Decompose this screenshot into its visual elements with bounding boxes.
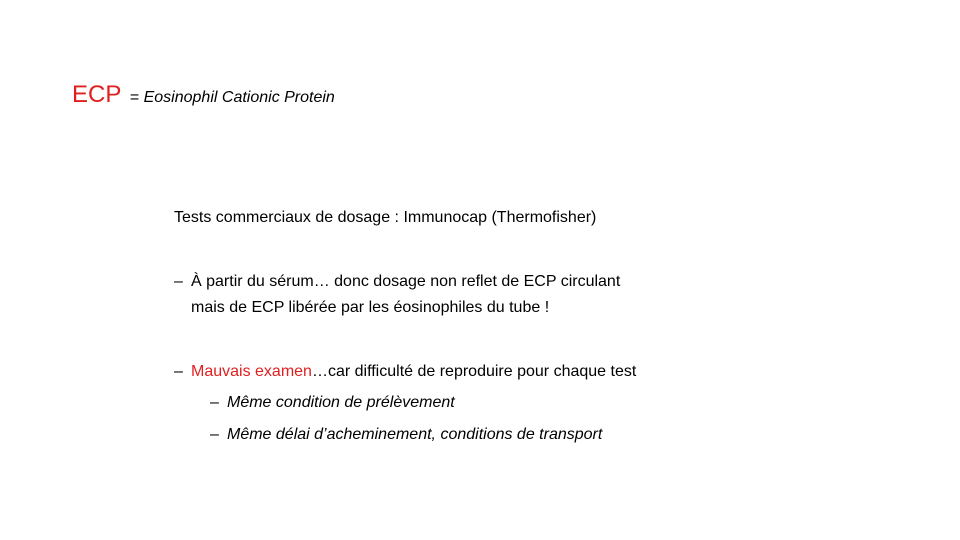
bullet-2 — [174, 359, 636, 385]
bullet-2-highlight: Mauvais examen — [191, 363, 312, 380]
bullet-marker: – — [174, 363, 183, 380]
subbullet-2 — [210, 422, 602, 448]
subbullet-1 — [210, 390, 455, 416]
subbullet-marker: – — [210, 394, 219, 411]
title-expansion: Eosinophil Cationic Protein — [143, 89, 335, 106]
slide-title — [72, 80, 335, 113]
bullet-2-rest: …car difficulté de reproduire pour chaque test — [311, 363, 637, 380]
subbullet-marker: – — [210, 426, 219, 443]
bullet-1-line-1 — [174, 269, 620, 295]
title-acronym: ECP — [72, 81, 122, 108]
subbullet-1-text: Même condition de prélèvement — [227, 394, 455, 411]
intro-text: Tests commerciaux de dosage : Immunocap (Thermofisher) — [174, 209, 597, 226]
bullet-1-text-line-1: À partir du sérum… donc dosage non reflet de ECP circulant — [191, 273, 621, 290]
bullet-marker: – — [174, 273, 183, 290]
subbullet-2-text: Même délai d’acheminement, conditions de transport — [227, 426, 603, 443]
bullet-1-line-2: mais de ECP libérée par les éosinophiles du tube ! — [191, 299, 550, 316]
title-equals: = — [129, 89, 140, 106]
